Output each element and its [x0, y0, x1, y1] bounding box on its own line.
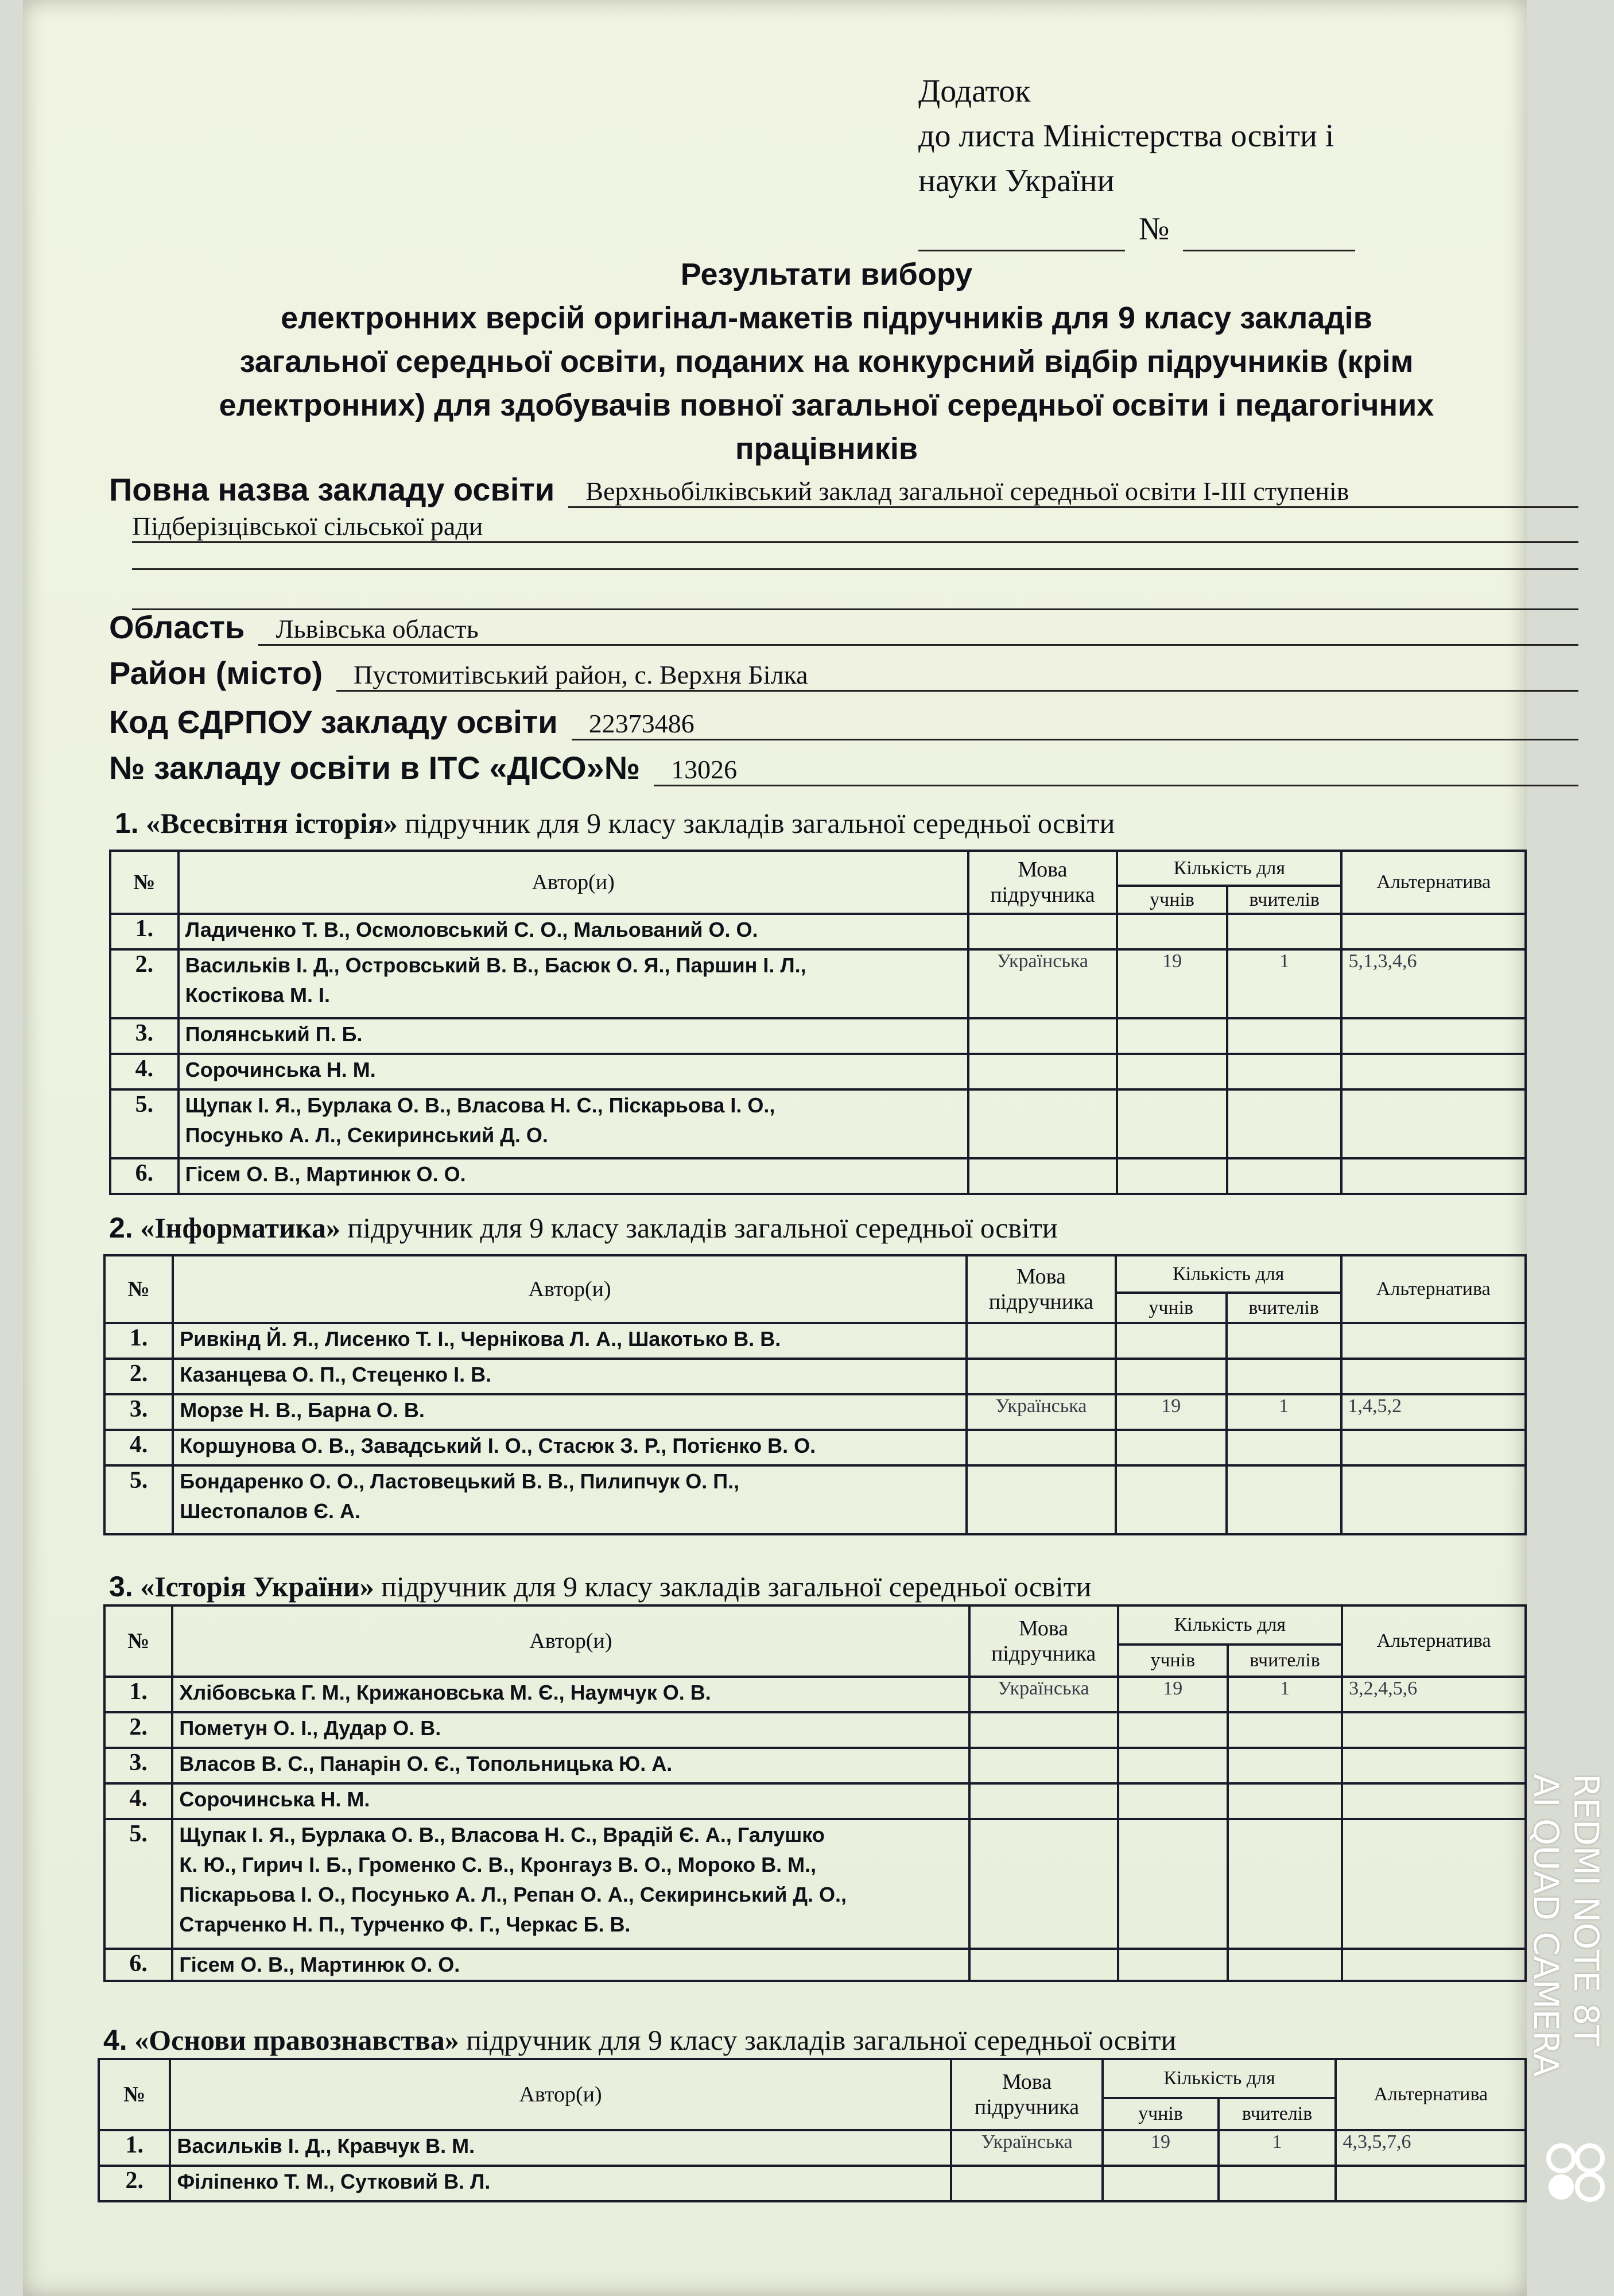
table-row — [110, 1054, 1526, 1089]
row-number: 4. — [104, 1430, 173, 1465]
row-number: 2. — [99, 2166, 170, 2201]
section-title-rest: підручник для 9 класу закладів загальної середньої освіти — [397, 807, 1115, 839]
diso-field — [109, 749, 1578, 786]
header-alternative: Альтернатива — [1341, 1255, 1526, 1323]
camera-logo-icon — [1544, 2141, 1607, 2233]
watermark-line: AI QUAD CAMERA — [1526, 1774, 1566, 2077]
row-students — [1118, 1949, 1228, 1981]
camera-watermark — [1491, 1774, 1606, 2118]
row-language — [969, 1783, 1118, 1819]
author-line: Полянський П. Б. — [185, 1022, 363, 1046]
table-row — [104, 1748, 1526, 1783]
row-teachers — [1228, 1949, 1342, 1981]
table-row — [104, 1430, 1526, 1465]
section-title — [115, 806, 1115, 840]
row-teachers: 1 — [1219, 2130, 1336, 2166]
institution-field-line2 — [132, 511, 1578, 543]
row-number: 3. — [104, 1748, 172, 1783]
table-row — [110, 914, 1526, 949]
table-row — [104, 1819, 1526, 1949]
table-row — [99, 2166, 1526, 2201]
header-alternative: Альтернатива — [1336, 2059, 1526, 2130]
row-alternative — [1341, 1089, 1526, 1158]
row-alternative: 5,1,3,4,6 — [1341, 949, 1526, 1018]
number-sign: № — [1139, 211, 1170, 247]
table-row — [104, 1949, 1526, 1981]
institution-value: Верхньобілківський заклад загальної середньої освіти І-ІІІ ступенів — [568, 476, 1578, 508]
header-language — [967, 1255, 1116, 1323]
header-language — [968, 851, 1117, 914]
number-blank — [1183, 220, 1355, 251]
row-teachers: 1 — [1227, 1394, 1341, 1430]
row-language — [968, 1158, 1117, 1194]
title-line: електронних версій оригінал-макетів підручників для 9 класу закладів — [281, 301, 1372, 335]
author-line: Коршунова О. В., Завадський І. О., Стасюк З. Р., Потієнко В. О. — [180, 1434, 816, 1457]
row-teachers — [1227, 914, 1341, 949]
row-teachers — [1228, 1819, 1342, 1949]
header-author: Автор(и) — [179, 851, 968, 914]
edrpou-label: Код ЄДРПОУ закладу освіти — [109, 704, 558, 740]
row-language: Українська — [967, 1394, 1116, 1430]
row-authors — [179, 1158, 968, 1194]
district-field — [109, 654, 1578, 692]
row-language — [969, 1949, 1118, 1981]
row-teachers: 1 — [1227, 949, 1341, 1018]
header-students: учнів — [1117, 886, 1227, 914]
author-line: Власов В. С., Панарін О. Є., Топольницька Ю. А. — [179, 1752, 673, 1775]
date-blank — [918, 220, 1125, 251]
section-title — [109, 1211, 1057, 1244]
row-language: Українська — [951, 2130, 1103, 2166]
row-students — [1103, 2166, 1218, 2201]
section-subject: «Всесвітня історія» — [146, 807, 398, 839]
table-row — [110, 1158, 1526, 1194]
row-number: 5. — [110, 1089, 179, 1158]
header-language — [951, 2059, 1103, 2130]
row-alternative — [1336, 2166, 1526, 2201]
header-language — [969, 1605, 1118, 1677]
author-line: Сорочинська Н. М. — [185, 1058, 376, 1081]
row-authors — [179, 1018, 968, 1054]
row-teachers — [1227, 1465, 1341, 1534]
header-num: № — [99, 2059, 170, 2130]
edrpou-value: 22373486 — [572, 708, 1578, 740]
row-students — [1118, 1712, 1228, 1748]
author-line: Казанцева О. П., Стеценко І. В. — [180, 1363, 492, 1386]
header-students: учнів — [1118, 1645, 1228, 1677]
header-author: Автор(и) — [170, 2059, 950, 2130]
author-line: Хлібовська Г. М., Крижановська М. Є., Наумчук О. В. — [179, 1681, 711, 1704]
author-line: Ривкінд Й. Я., Лисенко Т. І., Чернікова Л. А., Шакотько В. В. — [180, 1327, 781, 1351]
author-line: Піскарьова І. О., Посунько А. Л., Репан О. А., Секиринський Д. О., — [179, 1883, 847, 1906]
row-teachers — [1227, 1359, 1341, 1394]
row-number: 4. — [110, 1054, 179, 1089]
author-line: Шестопалов Є. А. — [180, 1499, 361, 1523]
author-line: Сорочинська Н. М. — [179, 1787, 370, 1811]
row-number: 3. — [104, 1394, 173, 1430]
row-students — [1116, 1323, 1227, 1359]
author-line: Філіпенко Т. М., Сутковий В. Л. — [177, 2170, 491, 2193]
row-alternative — [1341, 1323, 1526, 1359]
header-quantity: Кількість для — [1118, 1605, 1342, 1645]
row-number: 2. — [110, 949, 179, 1018]
header-author: Автор(и) — [173, 1255, 967, 1323]
row-number: 1. — [110, 914, 179, 949]
row-teachers — [1227, 1430, 1341, 1465]
table-row — [104, 1712, 1526, 1748]
row-teachers — [1228, 1712, 1342, 1748]
author-line: Гісем О. В., Мартинюк О. О. — [179, 1953, 460, 1976]
section-title — [103, 2023, 1176, 2057]
textbook-table — [103, 1254, 1527, 1535]
author-line: Старченко Н. П., Турченко Ф. Г., Черкас Б. В. — [179, 1913, 631, 1936]
header-quantity: Кількість для — [1116, 1255, 1341, 1293]
row-language — [967, 1359, 1116, 1394]
header-alternative: Альтернатива — [1342, 1605, 1526, 1677]
row-teachers — [1227, 1089, 1341, 1158]
author-line: Гісем О. В., Мартинюк О. О. — [185, 1162, 466, 1186]
title-line: працівників — [735, 432, 918, 466]
title-line: електронних) для здобувачів повної загальної середньої освіти і педагогічних — [219, 388, 1434, 422]
author-line: Васильків І. Д., Кравчук В. М. — [177, 2134, 475, 2158]
author-line: Морзе Н. В., Барна О. В. — [180, 1398, 425, 1422]
row-number: 1. — [104, 1323, 173, 1359]
header-teachers: вчителів — [1219, 2098, 1336, 2130]
header-quantity: Кількість для — [1103, 2059, 1336, 2098]
row-students — [1116, 1465, 1227, 1534]
table-row — [104, 1323, 1526, 1359]
header-alternative: Альтернатива — [1341, 851, 1526, 914]
row-number: 5. — [104, 1465, 173, 1534]
row-alternative — [1342, 1712, 1526, 1748]
row-language — [968, 1018, 1117, 1054]
row-teachers: 1 — [1228, 1677, 1342, 1712]
document-sheet — [23, 0, 1527, 2296]
row-students — [1118, 1783, 1228, 1819]
row-number: 1. — [99, 2130, 170, 2166]
author-line: Пометун О. І., Дудар О. В. — [179, 1716, 441, 1740]
region-label: Область — [109, 609, 245, 645]
row-teachers — [1227, 1018, 1341, 1054]
textbook-table — [98, 2058, 1527, 2202]
row-students — [1117, 1089, 1227, 1158]
section-number: 4. — [103, 2024, 127, 2056]
table-row — [99, 2130, 1526, 2166]
row-students: 19 — [1103, 2130, 1218, 2166]
row-authors — [170, 2130, 950, 2166]
row-students — [1118, 1819, 1228, 1949]
row-authors — [173, 1430, 967, 1465]
section-title-rest: підручник для 9 класу закладів загальної середньої освіти — [374, 1570, 1092, 1603]
header-quantity: Кількість для — [1117, 851, 1341, 886]
row-authors — [173, 1359, 967, 1394]
row-alternative — [1341, 1054, 1526, 1089]
table-row — [104, 1394, 1526, 1430]
row-authors — [172, 1677, 969, 1712]
letter-number-line — [918, 207, 1355, 251]
row-students — [1116, 1430, 1227, 1465]
table-row — [110, 1018, 1526, 1054]
table-row — [104, 1783, 1526, 1819]
author-line: Васильків І. Д., Островський В. В., Басюк О. Я., Паршин І. Л., — [185, 953, 806, 977]
district-value: Пустомитівський район, с. Верхня Білка — [336, 660, 1578, 692]
header-author: Автор(и) — [172, 1605, 969, 1677]
section-subject: «Історія України» — [140, 1570, 374, 1603]
row-authors — [173, 1465, 967, 1534]
row-language — [969, 1819, 1118, 1949]
row-authors — [179, 1054, 968, 1089]
header-language-line: підручника — [974, 2095, 1080, 2119]
row-students: 19 — [1117, 949, 1227, 1018]
header-teachers: вчителів — [1228, 1645, 1342, 1677]
row-language — [969, 1712, 1118, 1748]
row-authors — [172, 1748, 969, 1783]
row-teachers — [1227, 1323, 1341, 1359]
watermark-line: REDMI NOTE 8T — [1566, 1774, 1606, 2046]
row-students — [1117, 1054, 1227, 1089]
title-line: загальної середньої освіти, поданих на конкурсний відбір підручників (крім — [239, 344, 1414, 379]
row-language — [951, 2166, 1103, 2201]
header-num: № — [104, 1605, 172, 1677]
row-alternative: 1,4,5,2 — [1341, 1394, 1526, 1430]
table-row — [110, 1089, 1526, 1158]
author-line: Бондаренко О. О., Ластовецький В. В., Пилипчук О. П., — [180, 1469, 740, 1493]
table-row — [104, 1359, 1526, 1394]
title-line: Результати вибору — [680, 257, 973, 292]
header-num: № — [110, 851, 179, 914]
row-language — [968, 914, 1117, 949]
appendix-line: до листа Міністерства освіти і — [918, 118, 1334, 154]
section-title — [109, 1570, 1091, 1603]
row-number: 2. — [104, 1359, 173, 1394]
section-number: 3. — [109, 1570, 133, 1603]
row-authors — [172, 1783, 969, 1819]
row-authors — [173, 1323, 967, 1359]
row-authors — [172, 1712, 969, 1748]
row-number: 5. — [104, 1819, 172, 1949]
institution-field — [109, 471, 1578, 508]
row-language — [969, 1748, 1118, 1783]
row-authors — [172, 1819, 969, 1949]
table-row — [104, 1465, 1526, 1534]
row-students: 19 — [1118, 1677, 1228, 1712]
row-number: 4. — [104, 1783, 172, 1819]
header-language-line: Мова — [1018, 1616, 1069, 1640]
row-authors — [172, 1949, 969, 1981]
appendix-line: науки України — [918, 163, 1115, 199]
row-language: Українська — [968, 949, 1117, 1018]
row-teachers — [1219, 2166, 1336, 2201]
row-students — [1117, 1018, 1227, 1054]
row-authors — [173, 1394, 967, 1430]
row-students — [1117, 1158, 1227, 1194]
row-alternative: 4,3,5,7,6 — [1336, 2130, 1526, 2166]
row-authors — [179, 949, 968, 1018]
row-alternative — [1341, 1430, 1526, 1465]
section-subject: «Інформатика» — [140, 1212, 340, 1244]
region-field — [109, 608, 1578, 646]
row-number: 2. — [104, 1712, 172, 1748]
row-students — [1116, 1359, 1227, 1394]
institution-label: Повна назва закладу освіти — [109, 471, 555, 507]
appendix-line: Додаток — [918, 73, 1031, 109]
header-teachers: вчителів — [1227, 1293, 1341, 1323]
author-line: Посунько А. Л., Секиринський Д. О. — [185, 1123, 548, 1147]
row-authors — [179, 1089, 968, 1158]
header-language-line: Мова — [1018, 858, 1068, 882]
header-num: № — [104, 1255, 173, 1323]
row-teachers — [1227, 1158, 1341, 1194]
header-language-line: підручника — [991, 1642, 1096, 1666]
row-authors — [170, 2166, 950, 2201]
author-line: Ладиченко Т. В., Осмоловський С. О., Мальований О. О. — [185, 918, 758, 941]
appendix-header — [918, 69, 1355, 251]
row-teachers — [1227, 1054, 1341, 1089]
row-teachers — [1228, 1783, 1342, 1819]
row-students — [1117, 914, 1227, 949]
row-teachers — [1228, 1748, 1342, 1783]
section-title-rest: підручник для 9 класу закладів загальної середньої освіти — [340, 1212, 1058, 1244]
header-language-line: підручника — [990, 883, 1095, 907]
row-students — [1118, 1748, 1228, 1783]
header-language-line: підручника — [988, 1290, 1093, 1314]
author-line: К. Ю., Гирич І. Б., Громенко С. В., Кронгауз В. О., Мороко В. М., — [179, 1853, 817, 1876]
row-number: 3. — [110, 1018, 179, 1054]
row-language: Українська — [969, 1677, 1118, 1712]
header-language-line: Мова — [1002, 2070, 1052, 2094]
row-number: 6. — [110, 1158, 179, 1194]
author-line: Щупак І. Я., Бурлака О. В., Власова Н. С., Піскарьова І. О., — [185, 1093, 775, 1117]
row-authors — [179, 914, 968, 949]
diso-value: 13026 — [654, 754, 1578, 786]
table-row — [104, 1677, 1526, 1712]
section-number: 1. — [115, 807, 139, 839]
row-number: 1. — [104, 1677, 172, 1712]
header-students: учнів — [1103, 2098, 1218, 2130]
row-language — [967, 1430, 1116, 1465]
row-students: 19 — [1116, 1394, 1227, 1430]
row-language — [967, 1465, 1116, 1534]
header-language-line: Мова — [1016, 1265, 1066, 1289]
header-students: учнів — [1116, 1293, 1227, 1323]
header-teachers: вчителів — [1227, 886, 1341, 914]
edrpou-field — [109, 703, 1578, 740]
district-label: Район (місто) — [109, 655, 323, 691]
author-line: Щупак І. Я., Бурлака О. В., Власова Н. С., Врадій Є. А., Галушко — [179, 1823, 825, 1847]
row-language — [967, 1323, 1116, 1359]
row-language — [968, 1089, 1117, 1158]
row-alternative — [1341, 1465, 1526, 1534]
section-title-rest: підручник для 9 класу закладів загальної середньої освіти — [459, 2024, 1177, 2056]
row-alternative: 3,2,4,5,6 — [1342, 1677, 1526, 1712]
document-title — [132, 253, 1521, 471]
row-alternative — [1341, 1158, 1526, 1194]
textbook-table — [109, 850, 1527, 1195]
row-alternative — [1341, 1359, 1526, 1394]
author-line: Костікова М. І. — [185, 983, 331, 1007]
diso-label: № закладу освіти в ІТС «ДІСО»№ — [109, 750, 641, 786]
table-row — [110, 949, 1526, 1018]
institution-value-2: Підберізцівської сільської ради — [132, 511, 1578, 543]
row-alternative — [1341, 1018, 1526, 1054]
section-subject: «Основи правознавства» — [134, 2024, 459, 2056]
section-number: 2. — [109, 1212, 133, 1244]
textbook-table — [103, 1604, 1527, 1982]
region-value: Львівська область — [258, 614, 1578, 646]
row-language — [968, 1054, 1117, 1089]
row-number: 6. — [104, 1949, 172, 1981]
blank-line — [132, 568, 1578, 570]
row-alternative — [1341, 914, 1526, 949]
